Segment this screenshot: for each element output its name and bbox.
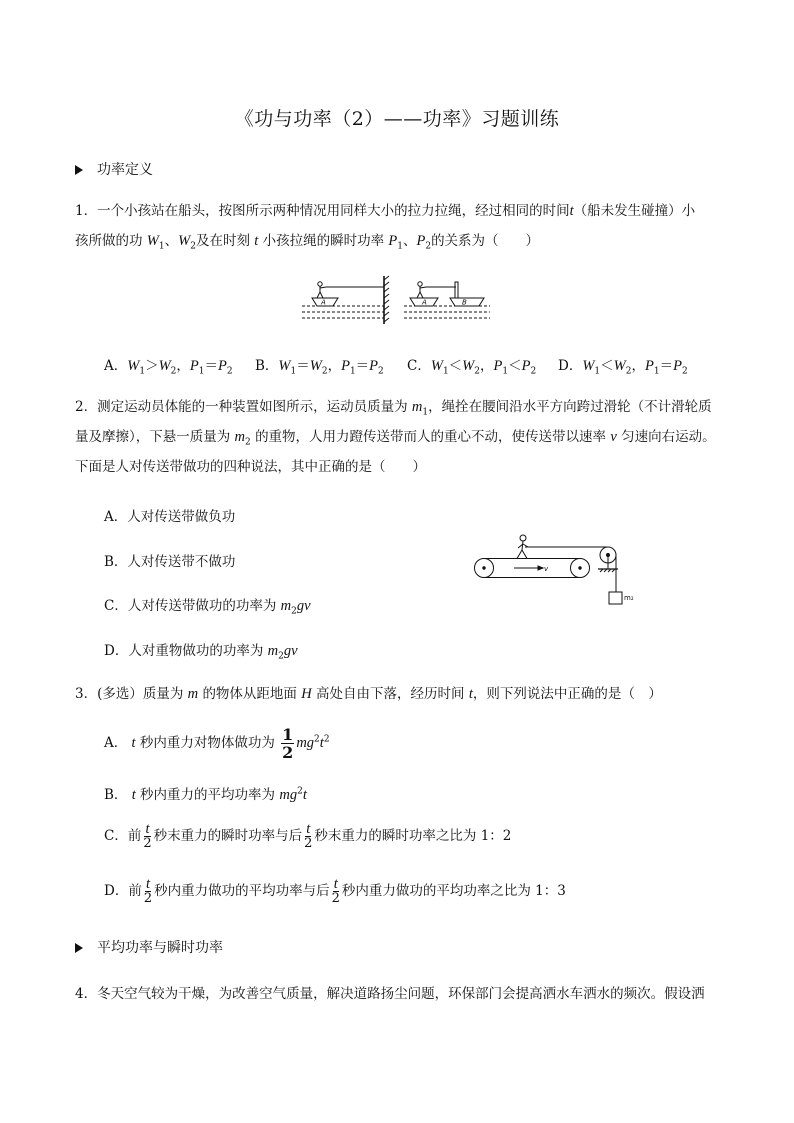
question-2-conveyor-figure: [470, 526, 650, 608]
svg-text:m₂: m₂: [624, 594, 634, 602]
question-3-stem: 3．(多选）质量为 m 的物体从距地面 H 高处自由下落，经历时间 t，则下列说法中正确的是（ ）: [75, 686, 662, 702]
question-2-option-c[interactable]: C．人对传送带做功的功率为 $m_2gv$: [104, 598, 311, 617]
question-3-option-a[interactable]: A． t 秒内重力对物体做功为 $\frac{1}{2}$ $mg^2t^2$: [104, 725, 330, 762]
question-2-line-1: 2．测定运动员体能的一种装置如图所示，运动员质量为 $m_1$，绳拴在腰间沿水平方向跨过滑轮（不计滑轮质: [75, 399, 712, 418]
arrow-bullet-icon: [75, 943, 83, 953]
two-boats-diagram: [404, 282, 490, 318]
question-2-line-2: 量及摩擦），下悬一质量为 $m_2$ 的重物，人用力蹬传送带而人的重心不动，使传送带以速率 v 匀速向右运动。: [75, 429, 716, 448]
question-1-option-b[interactable]: B．$W_1=W_2$，$P_1=P_2$: [255, 358, 384, 377]
question-1-option-c[interactable]: C．$W_1<W_2$，$P_1<P_2$: [407, 358, 537, 377]
question-2-option-d[interactable]: D．人对重物做功的功率为 $m_2gv$: [104, 643, 298, 662]
question-3-option-d[interactable]: D．前 $\frac{t}{2}$ 秒内重力做功的平均功率与后 $\frac{t}{2}$ 秒内重力做功的平均功率之比为 1：3: [104, 876, 566, 906]
svg-text:A: A: [422, 298, 427, 307]
page-title: 《功与功率（2）——功率》习题训练: [234, 108, 560, 130]
svg-text:B: B: [462, 298, 467, 307]
question-2-option-b[interactable]: B．人对传送带不做功: [104, 554, 236, 570]
arrow-bullet-icon: [75, 165, 83, 175]
one-half-fraction: $\frac{1}{2}$: [282, 725, 294, 762]
question-3-option-c[interactable]: C．前 $\frac{t}{2}$ 秒末重力的瞬时功率与后 $\frac{t}{2}$ 秒末重力的瞬时功率之比为 1：2: [104, 821, 512, 851]
question-2-option-a[interactable]: A．人对传送带做负功: [104, 509, 236, 525]
question-1-line-2: 孩所做的功 $W_1$、$W_2$及在时刻 t 小孩拉绳的瞬时功率 $P_1$、$P_2$的关系为（ ）: [75, 233, 540, 252]
boat-wall-diagram: [302, 276, 389, 324]
question-1-option-d[interactable]: D．$W_1<W_2$，$P_1=P_2$: [558, 358, 688, 377]
svg-text:A: A: [321, 298, 326, 307]
svg-text:v: v: [544, 565, 549, 573]
question-4-line-1: 4．冬天空气较为干燥，为改善空气质量，解决道路扬尘问题，环保部门会提高洒水车洒水的频次。假设洒: [75, 986, 705, 1002]
section-heading-definition: 功率定义: [75, 159, 153, 179]
question-3-option-b[interactable]: B． t 秒内重力的平均功率为 $mg^2t$: [104, 786, 307, 803]
question-1-option-a[interactable]: A．$W_1>W_2$，$P_1=P_2$: [104, 358, 233, 377]
section-heading-average-instantaneous: 平均功率与瞬时功率: [75, 937, 223, 957]
question-1-figure: [298, 272, 493, 328]
question-2-line-3: 下面是人对传送带做功的四种说法，其中正确的是（ ）: [75, 459, 426, 475]
question-1-line-1: 1．一个小孩站在船头，按图所示两种情况用同样大小的拉力拉绳，经过相同的时间t（船未发生碰撞）小: [75, 203, 696, 219]
